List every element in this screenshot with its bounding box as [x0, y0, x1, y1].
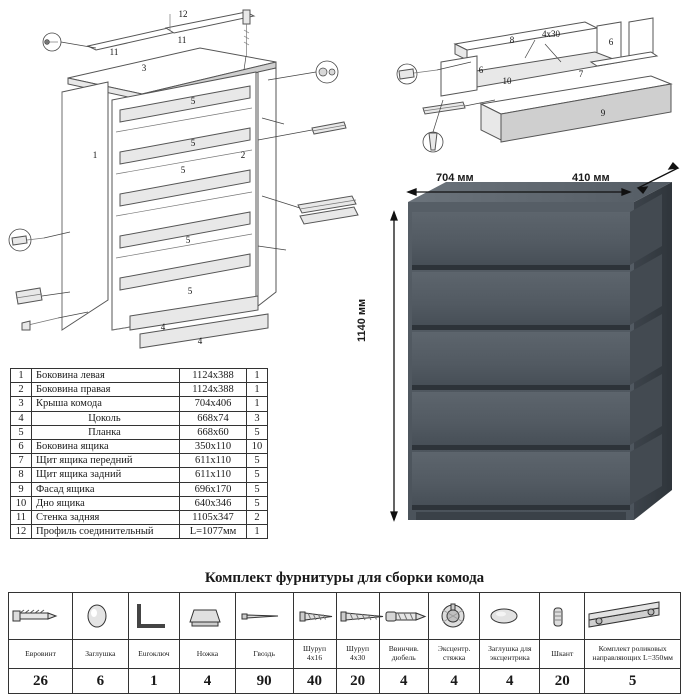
svg-text:5: 5 [185, 235, 191, 245]
hardware-label: Заглушка [73, 640, 129, 669]
hardware-label: Ножка [180, 640, 236, 669]
svg-text:10: 10 [502, 76, 512, 86]
table-row [11, 454, 268, 468]
svg-text:11: 11 [109, 47, 119, 57]
part-dimension: L=1077мм [180, 525, 247, 539]
hardware-label: Эксцентр. стяжка [428, 640, 479, 669]
svg-text:9: 9 [600, 108, 606, 118]
part-name: Боковина левая [32, 369, 180, 383]
hardware-quantity: 4 [428, 669, 479, 694]
part-name: Профиль соединительный [32, 525, 180, 539]
nail-icon [235, 593, 293, 640]
leg-icon [180, 593, 236, 640]
svg-text:5: 5 [190, 138, 196, 148]
dimension-depth: 410 мм [572, 172, 610, 184]
part-name: Фасад ящика [32, 482, 180, 496]
part-quantity: 1 [247, 397, 268, 411]
table-row [11, 482, 268, 496]
table-row [11, 425, 268, 439]
part-quantity: 5 [247, 454, 268, 468]
svg-text:1: 1 [92, 150, 98, 160]
part-dimension: 350х110 [180, 439, 247, 453]
hardware-quantity: 26 [9, 669, 73, 694]
hardware-quantity: 4 [379, 669, 428, 694]
drawer-exploded-diagram [385, 0, 689, 170]
hardware-quantity: 20 [336, 669, 379, 694]
svg-text:3: 3 [141, 63, 147, 73]
euro-screw-icon [9, 593, 73, 640]
part-quantity: 3 [247, 411, 268, 425]
hardware-label: Гвоздь [235, 640, 293, 669]
back-panel-parts-11-12 [88, 12, 254, 50]
hardware-label: Шкант [540, 640, 585, 669]
table-row [11, 411, 268, 425]
chest-3d-render [356, 172, 689, 570]
part-dimension: 696х170 [180, 482, 247, 496]
part-quantity: 5 [247, 496, 268, 510]
svg-text:8: 8 [509, 35, 515, 45]
hardware-label: Заглушка для эксцентрика [480, 640, 540, 669]
part-dimension: 611х110 [180, 454, 247, 468]
part-quantity: 10 [247, 439, 268, 453]
svg-text:12: 12 [178, 9, 188, 19]
dowel-icon [379, 593, 428, 640]
part-name: Боковина ящика [32, 439, 180, 453]
svg-text:2: 2 [240, 150, 246, 160]
part-quantity: 5 [247, 425, 268, 439]
part-number: 12 [11, 525, 32, 539]
part-quantity: 5 [247, 482, 268, 496]
svg-text:5: 5 [190, 96, 196, 106]
part-number: 6 [11, 439, 32, 453]
hardware-quantity: 20 [540, 669, 585, 694]
part-number: 8 [11, 468, 32, 482]
hardware-label: Шуруп 4х16 [293, 640, 336, 669]
hardware-label: Комплект роликовых направляющих L=350мм [585, 640, 681, 669]
drawer-slide-detail [298, 196, 358, 224]
part-number: 11 [11, 510, 32, 524]
part-name: Стенка задняя [32, 510, 180, 524]
drawer-side-left-part-6 [441, 56, 477, 96]
left-side-part-1 [62, 82, 108, 330]
part-dimension: 1105х347 [180, 510, 247, 524]
part-number: 10 [11, 496, 32, 510]
hardware-label: Ввинчив. дюбель [379, 640, 428, 669]
table-row [11, 383, 268, 397]
hardware-quantity: 4 [480, 669, 540, 694]
cam-cap-icon [480, 593, 540, 640]
svg-text:6: 6 [608, 37, 614, 47]
part-number: 7 [11, 454, 32, 468]
table-row [11, 525, 268, 539]
svg-text:11: 11 [177, 35, 187, 45]
hardware-quantity: 5 [585, 669, 681, 694]
part-name: Планка [32, 425, 180, 439]
hardware-label: Шуруп 4х30 [336, 640, 379, 669]
table-row [11, 468, 268, 482]
table-row [11, 369, 268, 383]
part-quantity: 1 [247, 369, 268, 383]
hardware-quantity: 1 [128, 669, 179, 694]
part-number: 1 [11, 369, 32, 383]
hardware-quantity: 6 [73, 669, 129, 694]
shkant-icon [540, 593, 585, 640]
part-name: Щит ящика передний [32, 454, 180, 468]
part-number: 9 [11, 482, 32, 496]
drawer-fronts [412, 194, 662, 510]
hardware-label: Евровинт [9, 640, 73, 669]
part-dimension: 640х346 [180, 496, 247, 510]
right-side-part-2 [258, 68, 276, 306]
table-row [11, 397, 268, 411]
parts-table [10, 368, 268, 539]
hardware-quantity: 40 [293, 669, 336, 694]
hardware-section-title: Комплект фурнитуры для сборки комода [204, 570, 485, 586]
part-dimension: 1124х388 [180, 383, 247, 397]
part-name: Дно ящика [32, 496, 180, 510]
dimension-height: 1140 мм [356, 298, 368, 342]
svg-text:5: 5 [187, 286, 193, 296]
screw-4x30-icon [336, 593, 379, 640]
table-row [11, 510, 268, 524]
hardware-table [8, 592, 681, 694]
part-number: 3 [11, 397, 32, 411]
part-dimension: 1124х388 [180, 369, 247, 383]
dimension-width: 704 мм [436, 172, 474, 184]
allen-key-icon [128, 593, 179, 640]
svg-text:4: 4 [160, 322, 166, 332]
table-row [11, 496, 268, 510]
part-number: 2 [11, 383, 32, 397]
slide-rail-icon [585, 593, 681, 640]
svg-text:5: 5 [180, 165, 186, 175]
hardware-quantity: 90 [235, 669, 293, 694]
screw-4x16-icon [293, 593, 336, 640]
table-row [11, 439, 268, 453]
part-dimension: 611х110 [180, 468, 247, 482]
part-number: 4 [11, 411, 32, 425]
part-number: 5 [11, 425, 32, 439]
part-quantity: 1 [247, 383, 268, 397]
svg-text:7: 7 [578, 69, 584, 79]
hardware-quantity: 4 [180, 669, 236, 694]
part-quantity: 2 [247, 510, 268, 524]
part-quantity: 5 [247, 468, 268, 482]
svg-text:4x30: 4x30 [542, 29, 560, 39]
svg-text:4: 4 [197, 336, 203, 346]
cam-lock-icon [428, 593, 479, 640]
svg-text:6: 6 [478, 65, 484, 75]
part-dimension: 668х60 [180, 425, 247, 439]
cap-icon [73, 593, 129, 640]
part-name: Крыша комода [32, 397, 180, 411]
drawer-back-part-8 [455, 22, 597, 60]
exploded-view-diagram [0, 0, 380, 360]
part-name: Боковина правая [32, 383, 180, 397]
part-name: Цоколь [32, 411, 180, 425]
hardware-label: Euroключ [128, 640, 179, 669]
part-dimension: 704х406 [180, 397, 247, 411]
part-dimension: 668х74 [180, 411, 247, 425]
part-name: Щит ящика задний [32, 468, 180, 482]
part-quantity: 1 [247, 525, 268, 539]
